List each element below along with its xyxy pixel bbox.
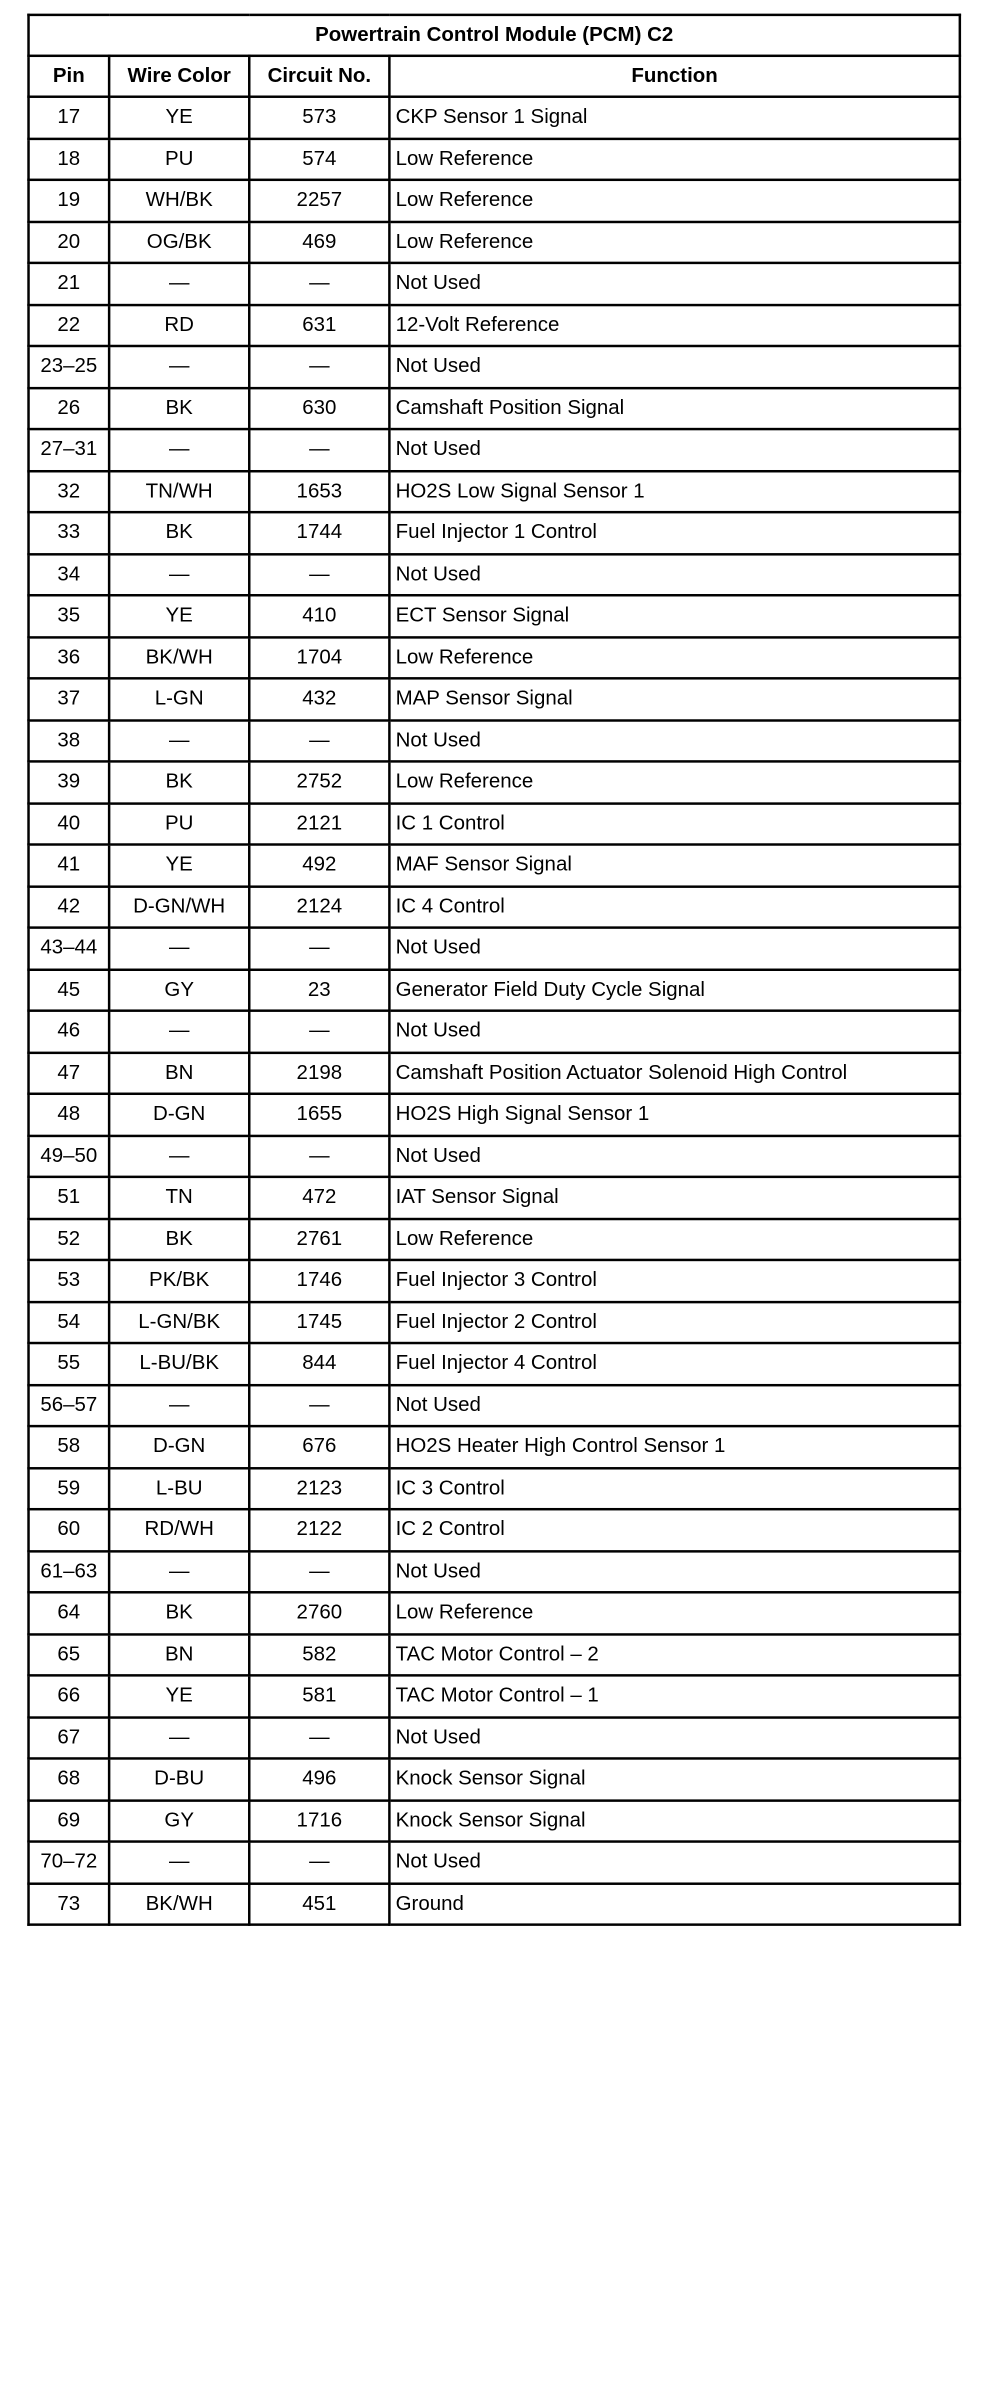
- pin-cell: 38: [29, 720, 110, 762]
- wire-color-cell: —: [109, 1717, 249, 1759]
- function-cell: Low Reference: [389, 221, 959, 263]
- wire-color-cell: TN/WH: [109, 471, 249, 513]
- pin-cell: 69: [29, 1800, 110, 1842]
- pin-cell: 19: [29, 180, 110, 222]
- pin-cell: 65: [29, 1634, 110, 1676]
- table-row: [29, 720, 960, 762]
- circuit-number-cell: —: [249, 1842, 389, 1884]
- function-cell: Fuel Injector 4 Control: [389, 1343, 959, 1385]
- circuit-number-cell: 844: [249, 1343, 389, 1385]
- function-cell: IC 2 Control: [389, 1509, 959, 1551]
- function-cell: Not Used: [389, 1135, 959, 1177]
- table-row: [29, 221, 960, 263]
- circuit-number-cell: 2752: [249, 761, 389, 803]
- function-cell: 12-Volt Reference: [389, 304, 959, 346]
- function-cell: TAC Motor Control – 2: [389, 1634, 959, 1676]
- wire-color-cell: L-GN/BK: [109, 1301, 249, 1343]
- circuit-number-cell: 631: [249, 304, 389, 346]
- function-cell: Not Used: [389, 346, 959, 388]
- function-cell: Not Used: [389, 263, 959, 305]
- circuit-number-cell: 2760: [249, 1592, 389, 1634]
- function-cell: Low Reference: [389, 637, 959, 679]
- wire-color-cell: D-GN: [109, 1094, 249, 1136]
- pin-cell: 45: [29, 969, 110, 1011]
- wire-color-cell: GY: [109, 969, 249, 1011]
- wire-color-cell: YE: [109, 1675, 249, 1717]
- pin-cell: 17: [29, 97, 110, 139]
- wire-color-cell: PK/BK: [109, 1260, 249, 1302]
- circuit-number-cell: —: [249, 263, 389, 305]
- table-row: [29, 1634, 960, 1676]
- function-cell: Not Used: [389, 1011, 959, 1053]
- circuit-number-cell: 2198: [249, 1052, 389, 1094]
- wire-color-cell: TN: [109, 1177, 249, 1219]
- wire-color-cell: BK: [109, 388, 249, 430]
- pin-cell: 53: [29, 1260, 110, 1302]
- pin-cell: 56–57: [29, 1385, 110, 1427]
- circuit-number-cell: —: [249, 1717, 389, 1759]
- circuit-number-cell: 2122: [249, 1509, 389, 1551]
- wire-color-cell: —: [109, 1135, 249, 1177]
- function-cell: MAP Sensor Signal: [389, 678, 959, 720]
- table-title: Powertrain Control Module (PCM) C2: [29, 15, 960, 56]
- function-cell: Not Used: [389, 928, 959, 970]
- table-row: [29, 138, 960, 180]
- table-row: [29, 969, 960, 1011]
- function-cell: HO2S Low Signal Sensor 1: [389, 471, 959, 513]
- circuit-number-cell: 496: [249, 1758, 389, 1800]
- table-row: [29, 1260, 960, 1302]
- wire-color-cell: WH/BK: [109, 180, 249, 222]
- table-row: [29, 1052, 960, 1094]
- function-cell: Not Used: [389, 429, 959, 471]
- circuit-number-cell: 469: [249, 221, 389, 263]
- function-cell: Low Reference: [389, 1218, 959, 1260]
- table-row: [29, 1758, 960, 1800]
- table-row: [29, 1592, 960, 1634]
- circuit-number-cell: —: [249, 429, 389, 471]
- function-cell: Not Used: [389, 554, 959, 596]
- function-cell: IC 3 Control: [389, 1468, 959, 1510]
- wire-color-cell: YE: [109, 595, 249, 637]
- column-header-row: [29, 56, 960, 97]
- circuit-number-cell: 2761: [249, 1218, 389, 1260]
- function-cell: HO2S High Signal Sensor 1: [389, 1094, 959, 1136]
- table-row: [29, 1717, 960, 1759]
- table-row: [29, 180, 960, 222]
- pin-cell: 35: [29, 595, 110, 637]
- wire-color-cell: BK/WH: [109, 637, 249, 679]
- function-cell: Not Used: [389, 1842, 959, 1884]
- table-row: [29, 388, 960, 430]
- function-cell: Knock Sensor Signal: [389, 1758, 959, 1800]
- table-row: [29, 471, 960, 513]
- wire-color-cell: —: [109, 1011, 249, 1053]
- wire-color-cell: YE: [109, 845, 249, 887]
- pin-cell: 37: [29, 678, 110, 720]
- function-cell: Ground: [389, 1883, 959, 1925]
- column-header-pin: Pin: [29, 56, 110, 97]
- table-row: [29, 1094, 960, 1136]
- table-row: [29, 1842, 960, 1884]
- table-row: [29, 845, 960, 887]
- wire-color-cell: —: [109, 429, 249, 471]
- pin-cell: 52: [29, 1218, 110, 1260]
- pin-cell: 34: [29, 554, 110, 596]
- pin-cell: 73: [29, 1883, 110, 1925]
- table-body: [29, 97, 960, 1925]
- table-row: [29, 346, 960, 388]
- pin-cell: 70–72: [29, 1842, 110, 1884]
- table-row: [29, 1343, 960, 1385]
- wire-color-cell: OG/BK: [109, 221, 249, 263]
- wire-color-cell: L-GN: [109, 678, 249, 720]
- circuit-number-cell: —: [249, 346, 389, 388]
- pin-cell: 26: [29, 388, 110, 430]
- circuit-number-cell: 1655: [249, 1094, 389, 1136]
- function-cell: Camshaft Position Actuator Solenoid High Control: [389, 1052, 959, 1094]
- wire-color-cell: —: [109, 346, 249, 388]
- pin-cell: 39: [29, 761, 110, 803]
- wire-color-cell: D-GN: [109, 1426, 249, 1468]
- circuit-number-cell: 472: [249, 1177, 389, 1219]
- pin-cell: 49–50: [29, 1135, 110, 1177]
- wire-color-cell: —: [109, 263, 249, 305]
- wire-color-cell: —: [109, 1551, 249, 1593]
- circuit-number-cell: 2123: [249, 1468, 389, 1510]
- circuit-number-cell: —: [249, 1551, 389, 1593]
- table-row: [29, 429, 960, 471]
- wire-color-cell: BK: [109, 1218, 249, 1260]
- circuit-number-cell: 1716: [249, 1800, 389, 1842]
- pin-cell: 18: [29, 138, 110, 180]
- wire-color-cell: BN: [109, 1634, 249, 1676]
- circuit-number-cell: —: [249, 928, 389, 970]
- pin-cell: 55: [29, 1343, 110, 1385]
- pin-cell: 59: [29, 1468, 110, 1510]
- pin-cell: 66: [29, 1675, 110, 1717]
- table-row: [29, 1883, 960, 1925]
- pin-cell: 64: [29, 1592, 110, 1634]
- pin-cell: 58: [29, 1426, 110, 1468]
- function-cell: Camshaft Position Signal: [389, 388, 959, 430]
- pin-cell: 23–25: [29, 346, 110, 388]
- wire-color-cell: RD/WH: [109, 1509, 249, 1551]
- table-row: [29, 1301, 960, 1343]
- circuit-number-cell: —: [249, 1135, 389, 1177]
- table-row: [29, 1675, 960, 1717]
- pinout-table: [27, 14, 961, 1926]
- wire-color-cell: PU: [109, 803, 249, 845]
- function-cell: Fuel Injector 3 Control: [389, 1260, 959, 1302]
- wire-color-cell: L-BU: [109, 1468, 249, 1510]
- wire-color-cell: BK: [109, 761, 249, 803]
- circuit-number-cell: 1704: [249, 637, 389, 679]
- table-row: [29, 678, 960, 720]
- circuit-number-cell: 2121: [249, 803, 389, 845]
- pin-cell: 68: [29, 1758, 110, 1800]
- wire-color-cell: D-GN/WH: [109, 886, 249, 928]
- table-row: [29, 928, 960, 970]
- table-row: [29, 1218, 960, 1260]
- table-row: [29, 512, 960, 554]
- pin-cell: 67: [29, 1717, 110, 1759]
- function-cell: Not Used: [389, 1385, 959, 1427]
- pin-cell: 54: [29, 1301, 110, 1343]
- circuit-number-cell: 2257: [249, 180, 389, 222]
- function-cell: Fuel Injector 1 Control: [389, 512, 959, 554]
- circuit-number-cell: 574: [249, 138, 389, 180]
- wire-color-cell: L-BU/BK: [109, 1343, 249, 1385]
- table-row: [29, 886, 960, 928]
- table-row: [29, 1468, 960, 1510]
- wire-color-cell: D-BU: [109, 1758, 249, 1800]
- function-cell: IC 1 Control: [389, 803, 959, 845]
- function-cell: Not Used: [389, 720, 959, 762]
- function-cell: Knock Sensor Signal: [389, 1800, 959, 1842]
- pin-cell: 46: [29, 1011, 110, 1053]
- circuit-number-cell: 573: [249, 97, 389, 139]
- wire-color-cell: BK: [109, 512, 249, 554]
- function-cell: IC 4 Control: [389, 886, 959, 928]
- function-cell: Not Used: [389, 1551, 959, 1593]
- wire-color-cell: PU: [109, 138, 249, 180]
- table-row: [29, 1177, 960, 1219]
- wire-color-cell: —: [109, 720, 249, 762]
- pin-cell: 60: [29, 1509, 110, 1551]
- pin-cell: 32: [29, 471, 110, 513]
- circuit-number-cell: 2124: [249, 886, 389, 928]
- wire-color-cell: —: [109, 1842, 249, 1884]
- wire-color-cell: —: [109, 554, 249, 596]
- wire-color-cell: —: [109, 1385, 249, 1427]
- pin-cell: 48: [29, 1094, 110, 1136]
- circuit-number-cell: 1745: [249, 1301, 389, 1343]
- wire-color-cell: YE: [109, 97, 249, 139]
- table-row: [29, 1385, 960, 1427]
- table-row: [29, 97, 960, 139]
- function-cell: Low Reference: [389, 1592, 959, 1634]
- table-row: [29, 1135, 960, 1177]
- circuit-number-cell: 492: [249, 845, 389, 887]
- column-header-function: Function: [389, 56, 959, 97]
- circuit-number-cell: 676: [249, 1426, 389, 1468]
- circuit-number-cell: 1653: [249, 471, 389, 513]
- circuit-number-cell: —: [249, 720, 389, 762]
- pin-cell: 42: [29, 886, 110, 928]
- circuit-number-cell: 630: [249, 388, 389, 430]
- table-row: [29, 761, 960, 803]
- pin-cell: 36: [29, 637, 110, 679]
- wire-color-cell: GY: [109, 1800, 249, 1842]
- table-title-row: [29, 15, 960, 56]
- circuit-number-cell: 582: [249, 1634, 389, 1676]
- table-row: [29, 1800, 960, 1842]
- circuit-number-cell: —: [249, 554, 389, 596]
- pin-cell: 22: [29, 304, 110, 346]
- table-row: [29, 803, 960, 845]
- table-row: [29, 1509, 960, 1551]
- pin-cell: 47: [29, 1052, 110, 1094]
- pin-cell: 20: [29, 221, 110, 263]
- circuit-number-cell: 23: [249, 969, 389, 1011]
- table-row: [29, 554, 960, 596]
- circuit-number-cell: 432: [249, 678, 389, 720]
- table-row: [29, 1011, 960, 1053]
- wire-color-cell: RD: [109, 304, 249, 346]
- function-cell: CKP Sensor 1 Signal: [389, 97, 959, 139]
- table-row: [29, 1426, 960, 1468]
- function-cell: TAC Motor Control – 1: [389, 1675, 959, 1717]
- circuit-number-cell: —: [249, 1385, 389, 1427]
- circuit-number-cell: —: [249, 1011, 389, 1053]
- table-row: [29, 263, 960, 305]
- function-cell: Low Reference: [389, 761, 959, 803]
- pin-cell: 61–63: [29, 1551, 110, 1593]
- function-cell: Generator Field Duty Cycle Signal: [389, 969, 959, 1011]
- wire-color-cell: BK/WH: [109, 1883, 249, 1925]
- wire-color-cell: —: [109, 928, 249, 970]
- circuit-number-cell: 1744: [249, 512, 389, 554]
- pin-cell: 21: [29, 263, 110, 305]
- function-cell: Fuel Injector 2 Control: [389, 1301, 959, 1343]
- table-row: [29, 595, 960, 637]
- column-header-wire-color: Wire Color: [109, 56, 249, 97]
- circuit-number-cell: 410: [249, 595, 389, 637]
- circuit-number-cell: 451: [249, 1883, 389, 1925]
- pin-cell: 43–44: [29, 928, 110, 970]
- wire-color-cell: BN: [109, 1052, 249, 1094]
- pin-cell: 51: [29, 1177, 110, 1219]
- pin-cell: 33: [29, 512, 110, 554]
- wire-color-cell: BK: [109, 1592, 249, 1634]
- function-cell: HO2S Heater High Control Sensor 1: [389, 1426, 959, 1468]
- circuit-number-cell: 1746: [249, 1260, 389, 1302]
- table-row: [29, 1551, 960, 1593]
- function-cell: IAT Sensor Signal: [389, 1177, 959, 1219]
- circuit-number-cell: 581: [249, 1675, 389, 1717]
- pin-cell: 27–31: [29, 429, 110, 471]
- function-cell: MAF Sensor Signal: [389, 845, 959, 887]
- table-row: [29, 637, 960, 679]
- pin-cell: 41: [29, 845, 110, 887]
- function-cell: ECT Sensor Signal: [389, 595, 959, 637]
- function-cell: Low Reference: [389, 138, 959, 180]
- function-cell: Not Used: [389, 1717, 959, 1759]
- pin-cell: 40: [29, 803, 110, 845]
- function-cell: Low Reference: [389, 180, 959, 222]
- table-row: [29, 304, 960, 346]
- column-header-circuit-no: Circuit No.: [249, 56, 389, 97]
